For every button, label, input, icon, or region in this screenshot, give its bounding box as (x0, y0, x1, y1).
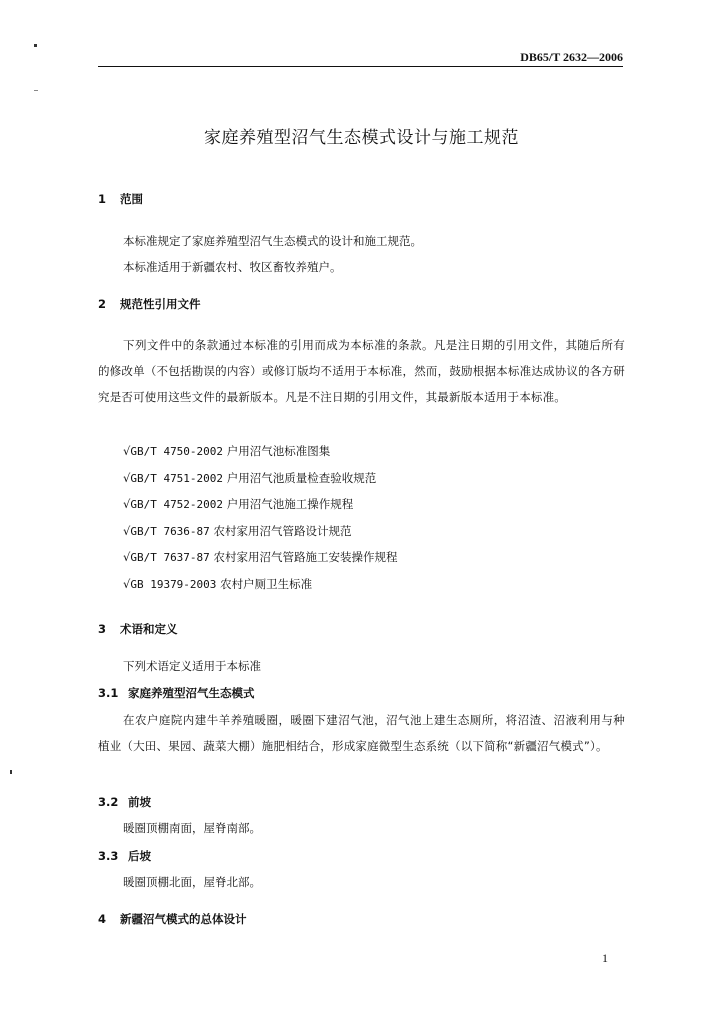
paragraph: 本标准规定了家庭养殖型沼气生态模式的设计和施工规范。 (123, 234, 422, 248)
paragraph: 下列文件中的条款通过本标准的引用而成为本标准的条款。凡是注日期的引用文件，其随后所有的修改单（不包括勘误的内容）或修订版均不适用于本标准，然而，鼓励根据本标准达成协议的各方研究是否可使用这些文件的最新版本。凡是不注日期的引用文件，其最新版本适用于本标准。 (98, 338, 625, 404)
section-number: 2 (98, 297, 107, 311)
reference-code: GB/T 7637-87 (130, 551, 210, 565)
page-number: 1 (602, 951, 608, 965)
section-title: 范围 (120, 192, 143, 206)
reference-name: 户用沼气池标准图集 (226, 444, 331, 458)
reference-item (123, 523, 397, 550)
scan-speck (34, 90, 38, 91)
section-title: 新疆沼气模式的总体设计 (120, 912, 247, 926)
section-heading-1 (98, 191, 143, 207)
reference-name: 户用沼气池施工操作规程 (226, 497, 354, 512)
section-heading-3 (98, 621, 178, 637)
reference-code: GB/T 4751-2002 (130, 471, 224, 485)
check-mark-icon: √ (123, 523, 131, 538)
standard-code: DB65/T 2632—2006 (520, 50, 623, 64)
term-number: 3.1 (98, 686, 119, 700)
reference-item (123, 443, 397, 470)
reference-code: GB/T 7636-87 (130, 524, 210, 538)
section-title: 术语和定义 (120, 622, 178, 636)
section-title: 规范性引用文件 (120, 297, 201, 311)
reference-name: 户用沼气池质量检查验收规范 (226, 470, 377, 485)
section-heading-2 (98, 296, 201, 312)
term-heading-3-3 (98, 848, 151, 864)
check-mark-icon: √ (123, 497, 131, 512)
reference-name: 农村家用沼气管路施工安装操作规程 (213, 550, 398, 565)
term-definition: 在农户庭院内建牛羊养殖暖圈，暖圈下建沼气池，沼气池上建生态厕所，将沼渣、沼液利用与种植业（大田、果园、蔬菜大棚）施肥相结合，形成家庭微型生态系统（以下简称“新疆沼气模式”）。 (98, 713, 625, 753)
scan-speck (10, 770, 12, 774)
reference-item (123, 576, 397, 603)
scan-speck (34, 44, 37, 47)
reference-name: 农村家用沼气管路设计规范 (213, 523, 352, 538)
section-number: 4 (98, 912, 107, 926)
reference-list (123, 443, 397, 603)
term-number: 3.2 (98, 795, 119, 809)
header-rule (98, 66, 623, 67)
term-definition: 暖圈顶棚南面，屋脊南部。 (123, 821, 261, 835)
document-title: 家庭养殖型沼气生态模式设计与施工规范 (204, 128, 519, 148)
check-mark-icon: √ (123, 444, 131, 458)
paragraph: 下列术语定义适用于本标准 (123, 659, 261, 673)
check-mark-icon: √ (123, 470, 131, 485)
check-mark-icon: √ (123, 550, 131, 565)
reference-code: GB 19379-2003 (130, 577, 217, 591)
term-number: 3.3 (98, 849, 119, 863)
reference-name: 农村户厕卫生标准 (220, 576, 313, 591)
reference-code: GB/T 4752-2002 (130, 498, 224, 512)
paragraph: 本标准适用于新疆农村、牧区畜牧养殖户。 (123, 260, 342, 274)
term-definition: 暖圈顶棚北面，屋脊北部。 (123, 875, 261, 889)
reference-item (123, 549, 397, 576)
section-number: 3 (98, 622, 107, 636)
term-title: 后坡 (128, 849, 151, 863)
term-heading-3-2 (98, 794, 151, 810)
reference-item (123, 496, 397, 523)
reference-code: GB/T 4750-2002 (130, 445, 224, 458)
reference-item (123, 470, 397, 497)
section-heading-4 (98, 911, 247, 927)
section-number: 1 (98, 192, 107, 206)
check-mark-icon: √ (123, 576, 131, 591)
term-heading-3-1 (98, 685, 255, 701)
term-title: 家庭养殖型沼气生态模式 (128, 686, 255, 700)
term-title: 前坡 (128, 795, 151, 809)
